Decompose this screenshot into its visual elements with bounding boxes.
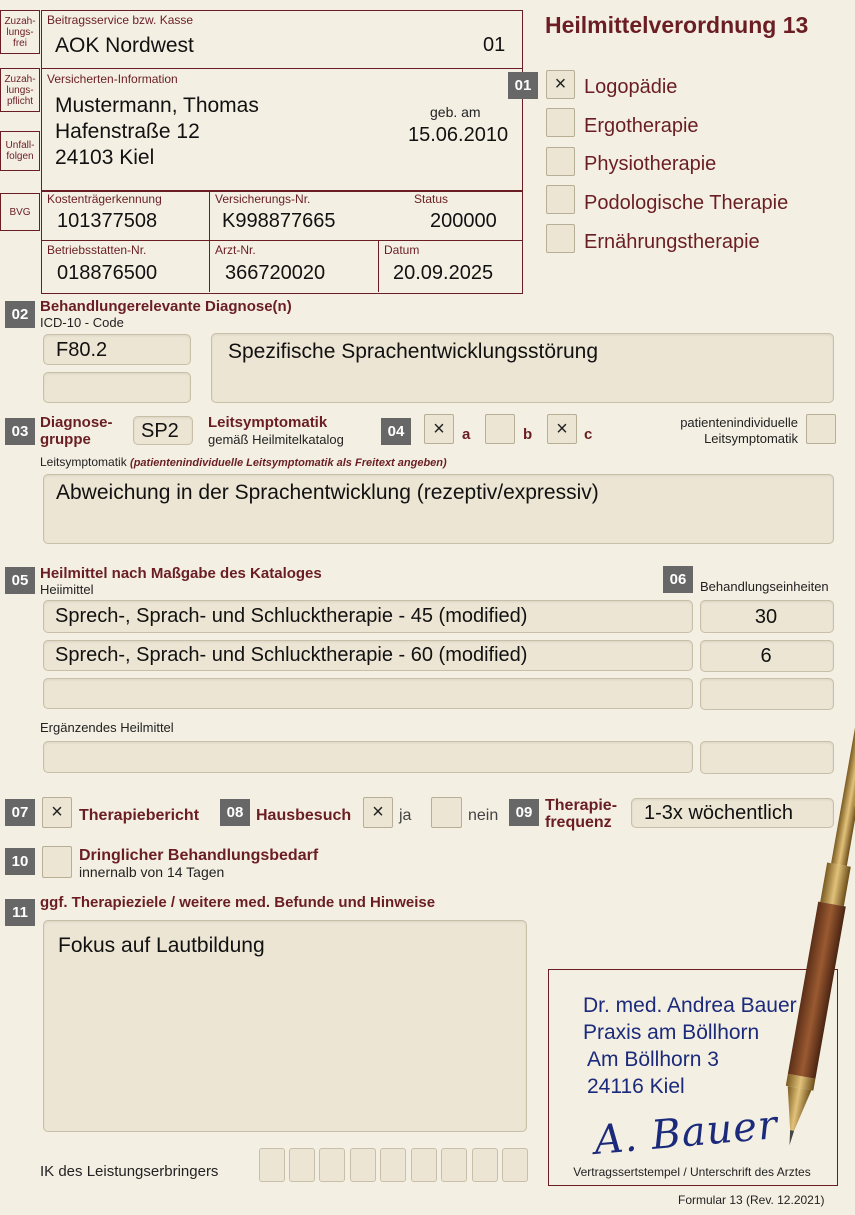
leit-c-label: c [584,426,593,443]
free-label: Leitsymptomatik [40,455,127,469]
stamp-line-4: 24116 Kiel [587,1075,685,1098]
arzt-value: 366720020 [225,262,326,284]
geb-value: 15.06.2010 [408,124,509,146]
heilmittel-name-2: Sprech-, Sprach- und Schlucktherapie - 60 (modified) [55,644,528,666]
divider [378,240,379,292]
section-10-badge: 10 [5,848,35,875]
free-hint: (patientenindividuelle Leitsymptomatik als Freitext angeben) [130,457,447,469]
diagnose-text-field[interactable] [211,333,834,403]
therapiebericht-label: Therapiebericht [79,807,200,824]
leit-sub: gemäß Heilmitelkatalog [208,432,344,447]
heilmittel-row-3[interactable] [43,678,693,709]
units-label: Behandlungseinheiten [700,579,829,594]
patient-city: 24103 Kiel [55,146,155,169]
units-row-1[interactable] [700,600,834,633]
frequenz-label-1: Therapie- [545,797,618,814]
leit-free-field[interactable] [43,474,834,544]
hausbesuch-ja-checkbox[interactable]: × [363,797,393,828]
bsnr-value: 018876500 [57,262,158,284]
gruppe-label-2: gruppe [40,431,91,448]
bvg-cell[interactable]: BVG [0,193,40,231]
heilmittel-sub: Heiimittel [40,582,94,597]
diagnose-text: Spezifische Sprachentwicklungsstörung [228,340,599,363]
versnr-label: Versicherungs-Nr. [215,192,311,206]
stamp-line-2: Praxis am Böllhorn [583,1021,760,1044]
therapy-logopaedie: Logopädie [584,76,678,98]
unfallfolgen-cell[interactable]: Unfall- folgen [0,131,40,171]
therapy-podologie: Podologische Therapie [584,192,789,214]
frequenz-label-2: frequenz [545,814,612,831]
patient-name: Mustermann, Thomas [55,94,259,117]
leit-free-text: Abweichung in der Sprachentwicklung (rezeptiv/expressiv) [56,481,599,504]
ziele-title: ggf. Therapieziele / weitere med. Befunde und Hinweise [40,894,436,911]
dringlich-title: Dringlicher Behandlungsbedarf [79,847,319,864]
divider [41,240,522,241]
arzt-label: Arzt-Nr. [215,243,256,257]
section-09-badge: 09 [509,799,539,826]
leit-title: Leitsymptomatik [208,414,328,431]
podologie-checkbox[interactable] [546,185,575,214]
heilmittel-row-2[interactable] [43,640,693,671]
section-04-badge: 04 [381,418,411,445]
form-title: Heilmittelverordnung 13 [545,12,809,38]
geb-label: geb. am [430,104,481,120]
datum-value: 20.09.2025 [393,262,494,284]
icd-field-2[interactable] [43,372,191,403]
ik-cell[interactable] [350,1148,376,1182]
section-07-badge: 07 [5,799,35,826]
icd-field-1[interactable] [43,334,191,365]
ik-cell[interactable] [319,1148,345,1182]
gruppe-label-1: Diagnose- [40,414,113,431]
icd-value-1: F80.2 [56,339,108,361]
divider [41,68,522,69]
stamp-line-3: Am Böllhorn 3 [587,1048,719,1071]
section-05-badge: 05 [5,567,35,594]
ergaenzend-label: Ergänzendes Heilmittel [40,720,174,735]
units-row-2[interactable] [700,640,834,672]
zuzahlungsfrei-cell[interactable]: Zuzah- lungs- frei [0,10,40,54]
pat-label-2: Leitsymptomatik [704,431,798,446]
kostentraeger-value: 101377508 [57,210,158,232]
ja-label: ja [399,807,412,824]
leit-a-checkbox[interactable]: × [424,414,454,444]
units-value-1: 30 [754,606,778,628]
versnr-value: K998877665 [222,210,336,232]
section-03-badge: 03 [5,418,35,445]
ik-label: IK des Leistungserbringers [40,1163,219,1180]
divider [209,190,210,292]
heilmittel-row-1[interactable] [43,600,693,633]
ik-cell[interactable] [289,1148,315,1182]
gruppe-value: SP2 [141,420,179,442]
heilmittel-name-1: Sprech-, Sprach- und Schlucktherapie - 45 (modified) [55,605,528,627]
therapy-physiotherapie: Physiotherapie [584,153,717,175]
footer-text: Formular 13 (Rev. 12.2021) [678,1193,825,1207]
section-06-badge: 06 [663,566,693,593]
leit-a-label: a [462,426,471,443]
pen-icon [760,690,855,1160]
ziele-field[interactable] [43,920,527,1132]
ernaehrung-checkbox[interactable] [546,224,575,253]
therapiebericht-checkbox[interactable]: × [42,797,72,828]
ergaenzend-field[interactable] [43,741,693,773]
frequenz-value: 1-3x wöchentlich [644,802,793,824]
therapy-ernaehrung: Ernährungstherapie [584,231,760,253]
ik-cell[interactable] [472,1148,498,1182]
diagnose-title: Behandlungerelevante Diagnose(n) [40,298,292,315]
section-01-badge: 01 [508,72,538,99]
hausbesuch-nein-checkbox[interactable] [431,797,462,828]
free-text-label [40,455,447,469]
dringlich-checkbox[interactable] [42,846,72,878]
kasse-code: 01 [483,34,506,56]
therapy-ergotherapie: Ergotherapie [584,115,699,137]
kostentraeger-label: Kostenträgerkennung [47,192,162,206]
pat-checkbox[interactable] [806,414,836,444]
signature: A. Bauer [592,1102,780,1164]
section-08-badge: 08 [220,799,250,826]
ik-cell[interactable] [441,1148,467,1182]
section-02-badge: 02 [5,301,35,328]
leit-c-checkbox[interactable]: × [547,414,577,444]
physiotherapie-checkbox[interactable] [546,147,575,176]
logopaedie-checkbox[interactable]: × [546,70,575,99]
patient-street: Hafenstraße 12 [55,120,200,143]
icd-label: ICD-10 - Code [40,315,124,330]
stamp-caption: Vertragssertstempel / Unterschrift des Arztes [573,1165,811,1179]
leit-b-label: b [523,426,533,443]
ziele-text: Fokus auf Lautbildung [58,934,265,957]
status-label: Status [414,192,449,206]
stamp-line-1: Dr. med. Andrea Bauer [583,994,797,1017]
hausbesuch-label: Hausbesuch [256,807,352,824]
nein-label: nein [468,807,499,824]
section-11-badge: 11 [5,899,35,926]
kasse-label: Beitragsservice bzw. Kasse [47,13,194,27]
ik-cell[interactable] [411,1148,437,1182]
heilmittel-title: Heilmittel nach Maßgabe des Kataloges [40,565,322,582]
bsnr-label: Betriebsstatten-Nr. [47,243,147,257]
ik-cell[interactable] [502,1148,528,1182]
kasse-name: AOK Nordwest [55,34,194,57]
leit-b-checkbox[interactable] [485,414,515,444]
versicherten-label: Versicherten-Information [47,72,178,86]
zuzahlungspflicht-cell[interactable]: Zuzah- lungs- pflicht [0,68,40,112]
ik-cell[interactable] [259,1148,285,1182]
units-value-2: 6 [760,645,772,667]
datum-label: Datum [384,243,420,257]
dringlich-sub: innernalb von 14 Tagen [79,864,225,880]
status-value: 200000 [430,210,497,232]
ergotherapie-checkbox[interactable] [546,108,575,137]
ik-cell[interactable] [380,1148,406,1182]
pat-label-1: patientenindividuelle [680,415,798,430]
gruppe-field[interactable] [133,416,193,445]
